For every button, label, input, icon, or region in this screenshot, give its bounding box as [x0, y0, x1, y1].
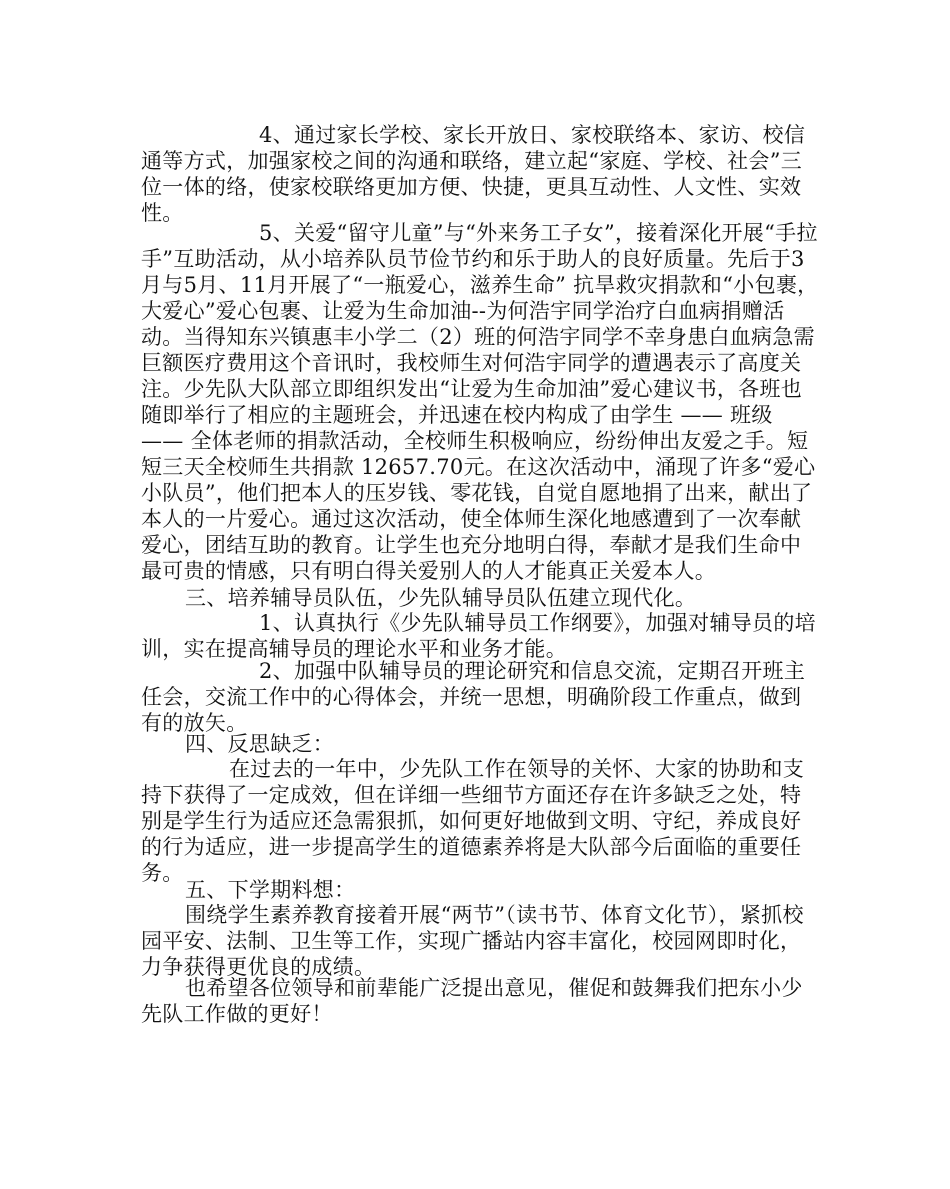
paragraph-left-behind-children: 5、关爱“留守儿童”与“外来务工子女”，接着深化开展“手拉手”互助活动，从小培养队员节俭节约和乐于助人的良好质量。先后于3月与5月、11月开展了“一瓶爱心，滋养生命” 抗旱救灾捐款和“小包裹，大爱心”爱心包裹、让爱为生命加油--为何浩宇同学治疗白血病捐赠活动。当得知东兴镇惠丰小学二（2）班的何浩宇同学不幸身患白血病急需巨额医疗费用这个音讯时，我校师生对何浩宇同学的遭遇表示了高度关注。少先队大队部立即组织发出“让爱为生命加油”爱心建议书，各班也随即举行了相应的主题班会，并迅速在校内构成了由学生 —— 班级 —— 全体老师的捐款活动，全校师生积极响应，纷纷伸出友爱之手。短短三天全校师生共捐款 12657.70元。在这次活动中，涌现了许多“爱心小队员”，他们把本人的压岁钱、零花钱，自觉自愿地捐了出来，献出了本人的一片爱心。通过这次活动，使全体师生深化地感遭到了一次奉献爱心，团结互助的教育。让学生也充分地明白得，奉献才是我们生命中最可贵的情感，只有明白得关爱别人的人才能真正关爱本人。 [141, 221, 819, 583]
paragraph-next-term-plan: 围绕学生素养教育接着开展“两节”（读书节、体育文化节），紧抓校园平安、法制、卫生等工作，实现广播站内容丰富化，校园网即时化，力争获得更优良的成绩。 [141, 903, 804, 979]
heading-section-five: 五、下学期料想： [185, 878, 356, 902]
paragraph-closing-request: 也希望各位领导和前辈能广泛提出意见，催促和鼓舞我们把东小少先队工作做的更好！ [141, 976, 803, 1026]
paragraph-reflection: 在过去的一年中，少先队工作在领导的关怀、大家的协助和支持下获得了一定成效，但在详细一些细节方面还存在许多缺乏之处，特别是学生行为适应还急需狠抓，如何更好地做到文明、守纪，养成良好的行为适应，进一步提高学生的道德素养将是大队部今后面临的重要任务。 [141, 757, 805, 885]
heading-section-three: 三、培养辅导员队伍，少先队辅导员队伍建立现代化。 [185, 586, 697, 610]
heading-section-four: 四、反思缺乏： [185, 732, 335, 756]
paragraph-counselor-research: 2、加强中队辅导员的理论研究和信息交流，定期召开班主任会，交流工作中的心得体会，并统一思想，明确阶段工作重点，做到有的放矢。 [141, 659, 806, 735]
paragraph-counselor-guidelines: 1、认真执行《少先队辅导员工作纲要》，加强对辅导员的培训，实在提高辅导员的理论水平和业务才能。 [141, 611, 816, 661]
paragraph-home-school-communication: 4、通过家长学校、家长开放日、家校联络本、家访、校信通等方式，加强家校之间的沟通和联络，建立起“家庭、学校、社会”三位一体的络，使家校联络更加方便、快捷，更具互动性、人文性、实效性。 [141, 123, 806, 225]
